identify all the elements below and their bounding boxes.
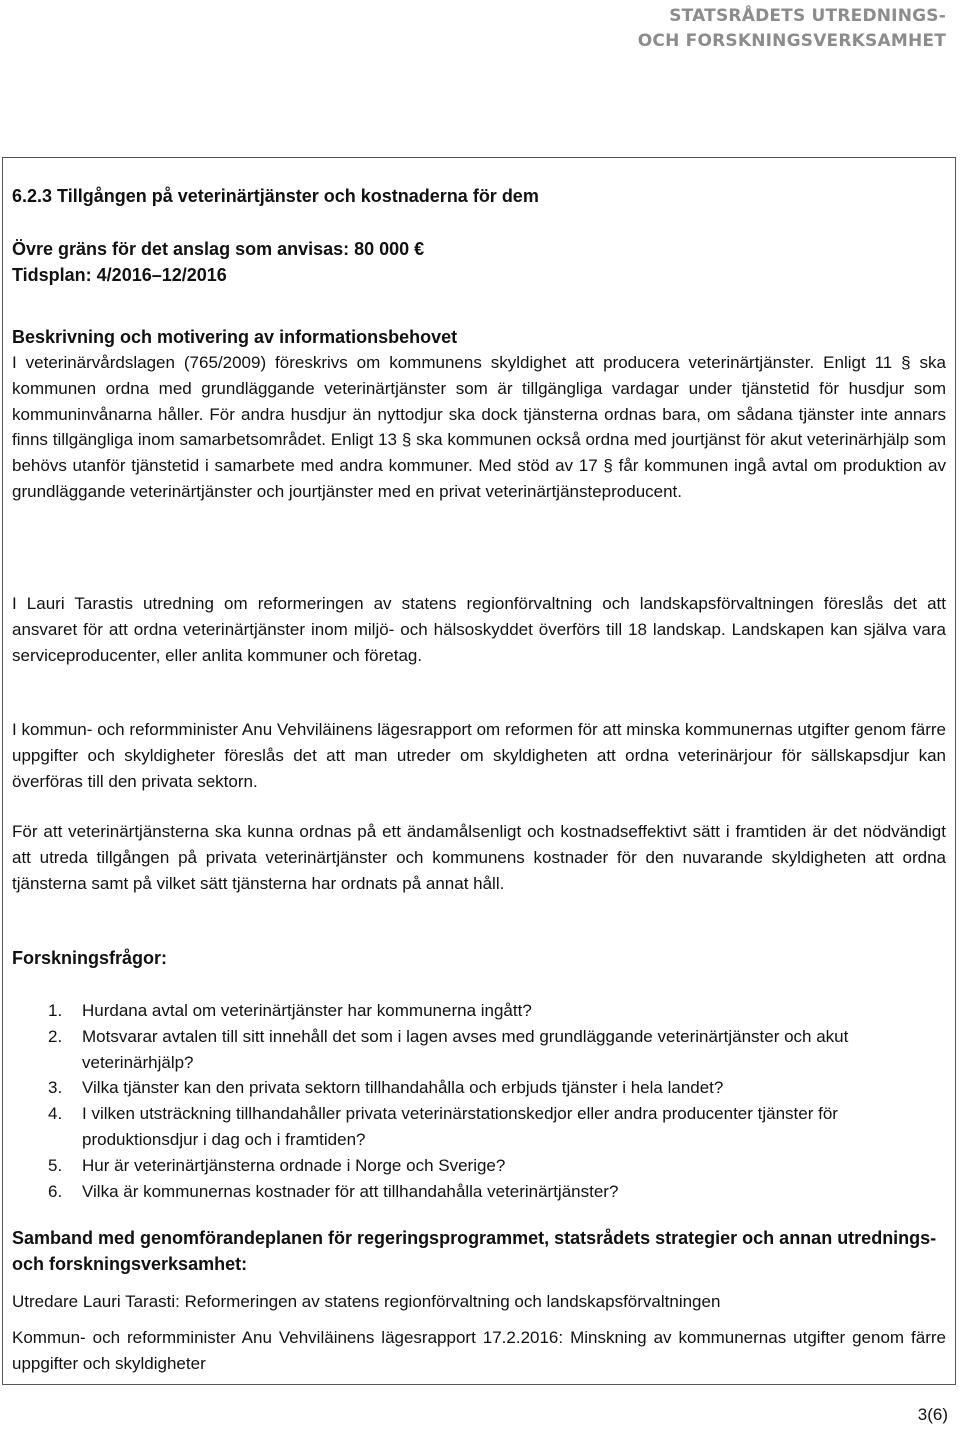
description-heading: Beskrivning och motivering av informationsbehovet <box>12 327 458 347</box>
list-item: 2. Motsvarar avtalen till sitt innehåll det som i lagen avses med grundläggande veterinärtjänster och akut veterinärhjälp? <box>48 1026 849 1072</box>
list-item: 4. I vilken utsträckning tillhandahåller privata veterinärstationskedjor eller andra producenter tjänster för produktionsdjur i dag och i framtiden? <box>48 1104 838 1149</box>
list-item: 1. Hurdana avtal om veterinärtjänster har kommunerna ingått? <box>48 1001 532 1020</box>
budget-line: Övre gräns för det anslag som anvisas: 80 000 € <box>12 239 425 259</box>
paragraph-4: För att veterinärtjänsterna ska kunna ordnas på ett ändamålsenligt och kostnadseffektivt sätt i framtiden är det nödvändigt att utreda tillgången på privata veterinärtjänster och kommunens kostnader för den nuvarande skyldigheten att ordna tjänsterna samt på vilket sätt tjänsterna har ordnats på annat håll. <box>12 822 946 893</box>
paragraph-1: I veterinärvårdslagen (765/2009) föreskrivs om kommunens skyldighet att producera veterinärtjänster. Enligt 11 § ska kommunen ordna med grundläggande veterinärtjänster som är tillgängliga vardagar under tjänstetid för husdjur som kommuninvånarna håller. För andra husdjur än nyttodjur ska dock tjänsterna ordnas bara, om sådana tjänster inte annars finns tillgängliga inom samarbetsområdet. Enligt 13 § ska kommunen också ordna med jourtjänst för akut veterinärhjälp som behövs utanför tjänstetid i samarbete med andra kommuner. Med stöd av 17 § får kommunen ingå avtal om produktion av grundläggande veterinärtjänster och jourtjänster med en privat veterinärtjänsteproducent. <box>12 353 946 501</box>
link-item-1: Utredare Lauri Tarasti: Reformeringen av statens regionförvaltning och landskapsförvaltningen <box>12 1292 721 1311</box>
list-item: 5. Hur är veterinärtjänsterna ordnade i Norge och Sverige? <box>48 1155 506 1175</box>
list-item: 6. Vilka är kommunernas kostnader för att tillhandahålla veterinärtjänster? <box>48 1181 619 1201</box>
questions-heading: Forskningsfrågor: <box>12 948 168 968</box>
header-line-1: STATSRÅDETS UTREDNINGS- <box>669 6 946 26</box>
header-line-2: OCH FORSKNINGSVERKSAMHET <box>637 31 946 51</box>
section-title: 6.2.3 Tillgången på veterinärtjänster och kostnaderna för dem <box>12 186 539 206</box>
schedule-line: Tidsplan: 4/2016–12/2016 <box>12 265 227 285</box>
publisher-header <box>638 4 946 54</box>
link-heading: Samband med genomförandeplanen för regeringsprogrammet, statsrådets strategier och annan utrednings- och forskningsverksamhet: <box>12 1228 937 1274</box>
page-number: 3(6) <box>917 1405 948 1424</box>
list-item: 3. Vilka tjänster kan den privata sektorn tillhandahålla och erbjuds tjänster i hela landet? <box>48 1078 724 1098</box>
link-item-2: Kommun- och reformminister Anu Vehviläinens lägesrapport 17.2.2016: Minskning av kommunernas utgifter genom färre uppgifter och skyldigheter <box>12 1328 946 1373</box>
paragraph-2: I Lauri Tarastis utredning om reformeringen av statens regionförvaltning och landskapsförvaltningen föreslås det att ansvaret för att ordna veterinärtjänster inom miljö- och hälsoskyddet överförs till 18 landskap. Landskapen kan själva vara serviceproducenter, eller anlita kommuner och företag. <box>12 594 946 665</box>
paragraph-3: I kommun- och reformminister Anu Vehviläinens lägesrapport om reformen för att minska kommunernas utgifter genom färre uppgifter och skyldigheter föreslås det att man utreder om skyldigheten att ordna veterinärjour för sällskapsdjur kan överföras till den privata sektorn. <box>12 720 946 791</box>
research-questions-list <box>12 998 946 1204</box>
